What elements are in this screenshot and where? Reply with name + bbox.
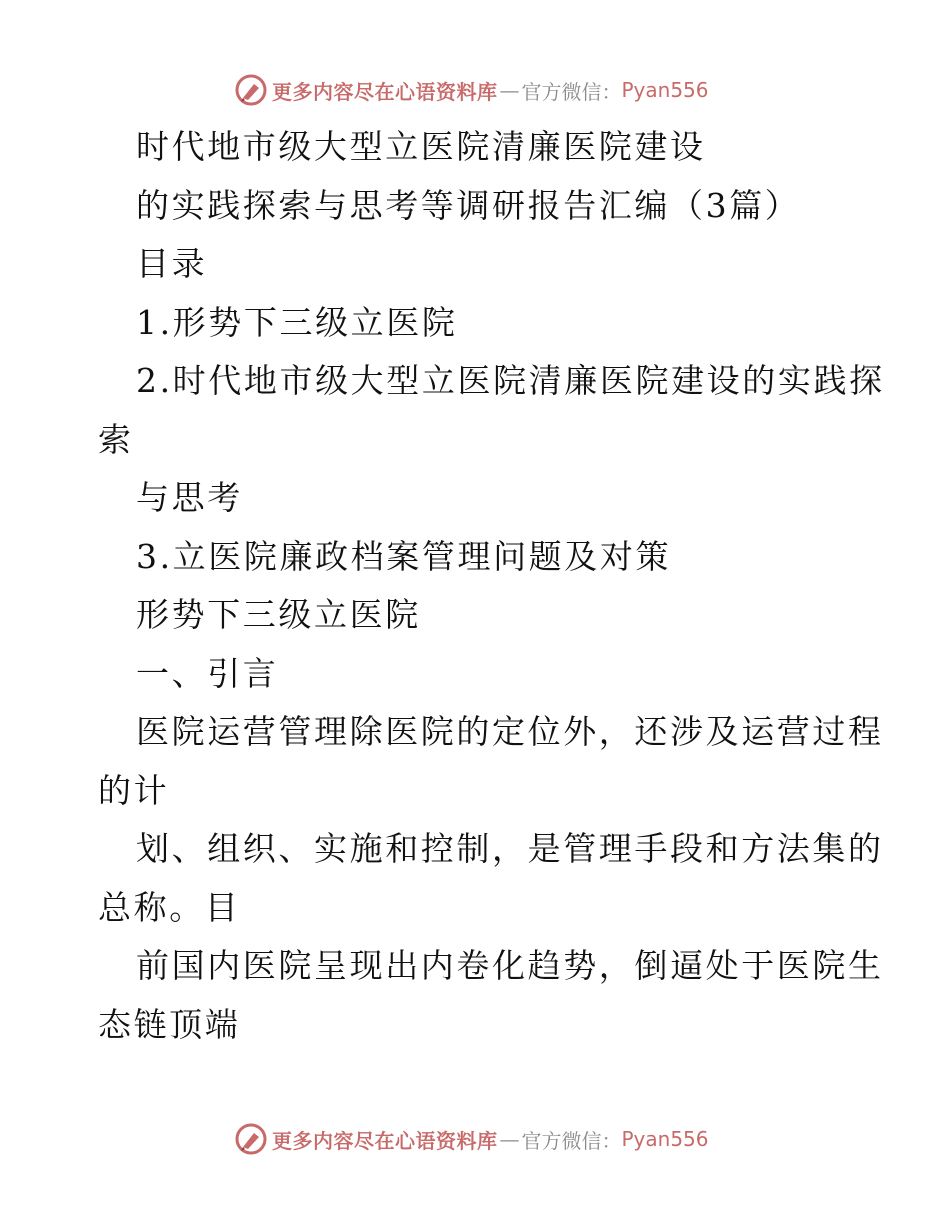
footer-banner	[234, 1121, 709, 1157]
text-line: 时代地市级大型立医院清廉医院建设	[136, 127, 706, 166]
text-line: 形势下三级立医院	[136, 595, 421, 634]
wechat-account-id: Pyan556	[621, 1127, 709, 1151]
promo-text: 更多内容尽在心语资料库	[272, 1128, 498, 1153]
banner-separator: —	[499, 1127, 520, 1151]
pen-logo-icon	[234, 1122, 268, 1156]
text-line: 总称。目	[98, 887, 241, 927]
wechat-label: 官方微信：	[521, 79, 622, 104]
text-line: 2.时代地市级大型立医院清廉医院建设的实践探	[136, 361, 885, 400]
text-line: 的实践探索与思考等调研报告汇编（3篇）	[136, 185, 801, 225]
wechat-label: 官方微信：	[521, 1128, 622, 1153]
banner-separator: —	[499, 78, 520, 102]
text-line: 医院运营管理除医院的定位外，还涉及运营过程	[136, 712, 884, 751]
text-line: 前国内医院呈现出内卷化趋势，倒逼处于医院生	[136, 946, 884, 985]
text-line: 的计	[98, 770, 170, 810]
wechat-account-id: Pyan556	[621, 78, 709, 102]
text-line: 划、组织、实施和控制，是管理手段和方法集的	[136, 829, 884, 868]
header-banner	[234, 72, 709, 108]
text-line: 3.立医院廉政档案管理问题及对策	[136, 536, 672, 576]
document-body	[98, 118, 885, 1054]
text-line: 目录	[136, 244, 208, 283]
text-line: 态链顶端	[98, 1004, 241, 1044]
promo-text: 更多内容尽在心语资料库	[272, 79, 498, 104]
text-line: 索	[98, 419, 134, 459]
text-line: 一、引言	[136, 653, 279, 693]
text-line: 与思考	[136, 478, 243, 517]
pen-logo-icon	[234, 73, 268, 107]
text-line: 1.形势下三级立医院	[136, 302, 458, 342]
